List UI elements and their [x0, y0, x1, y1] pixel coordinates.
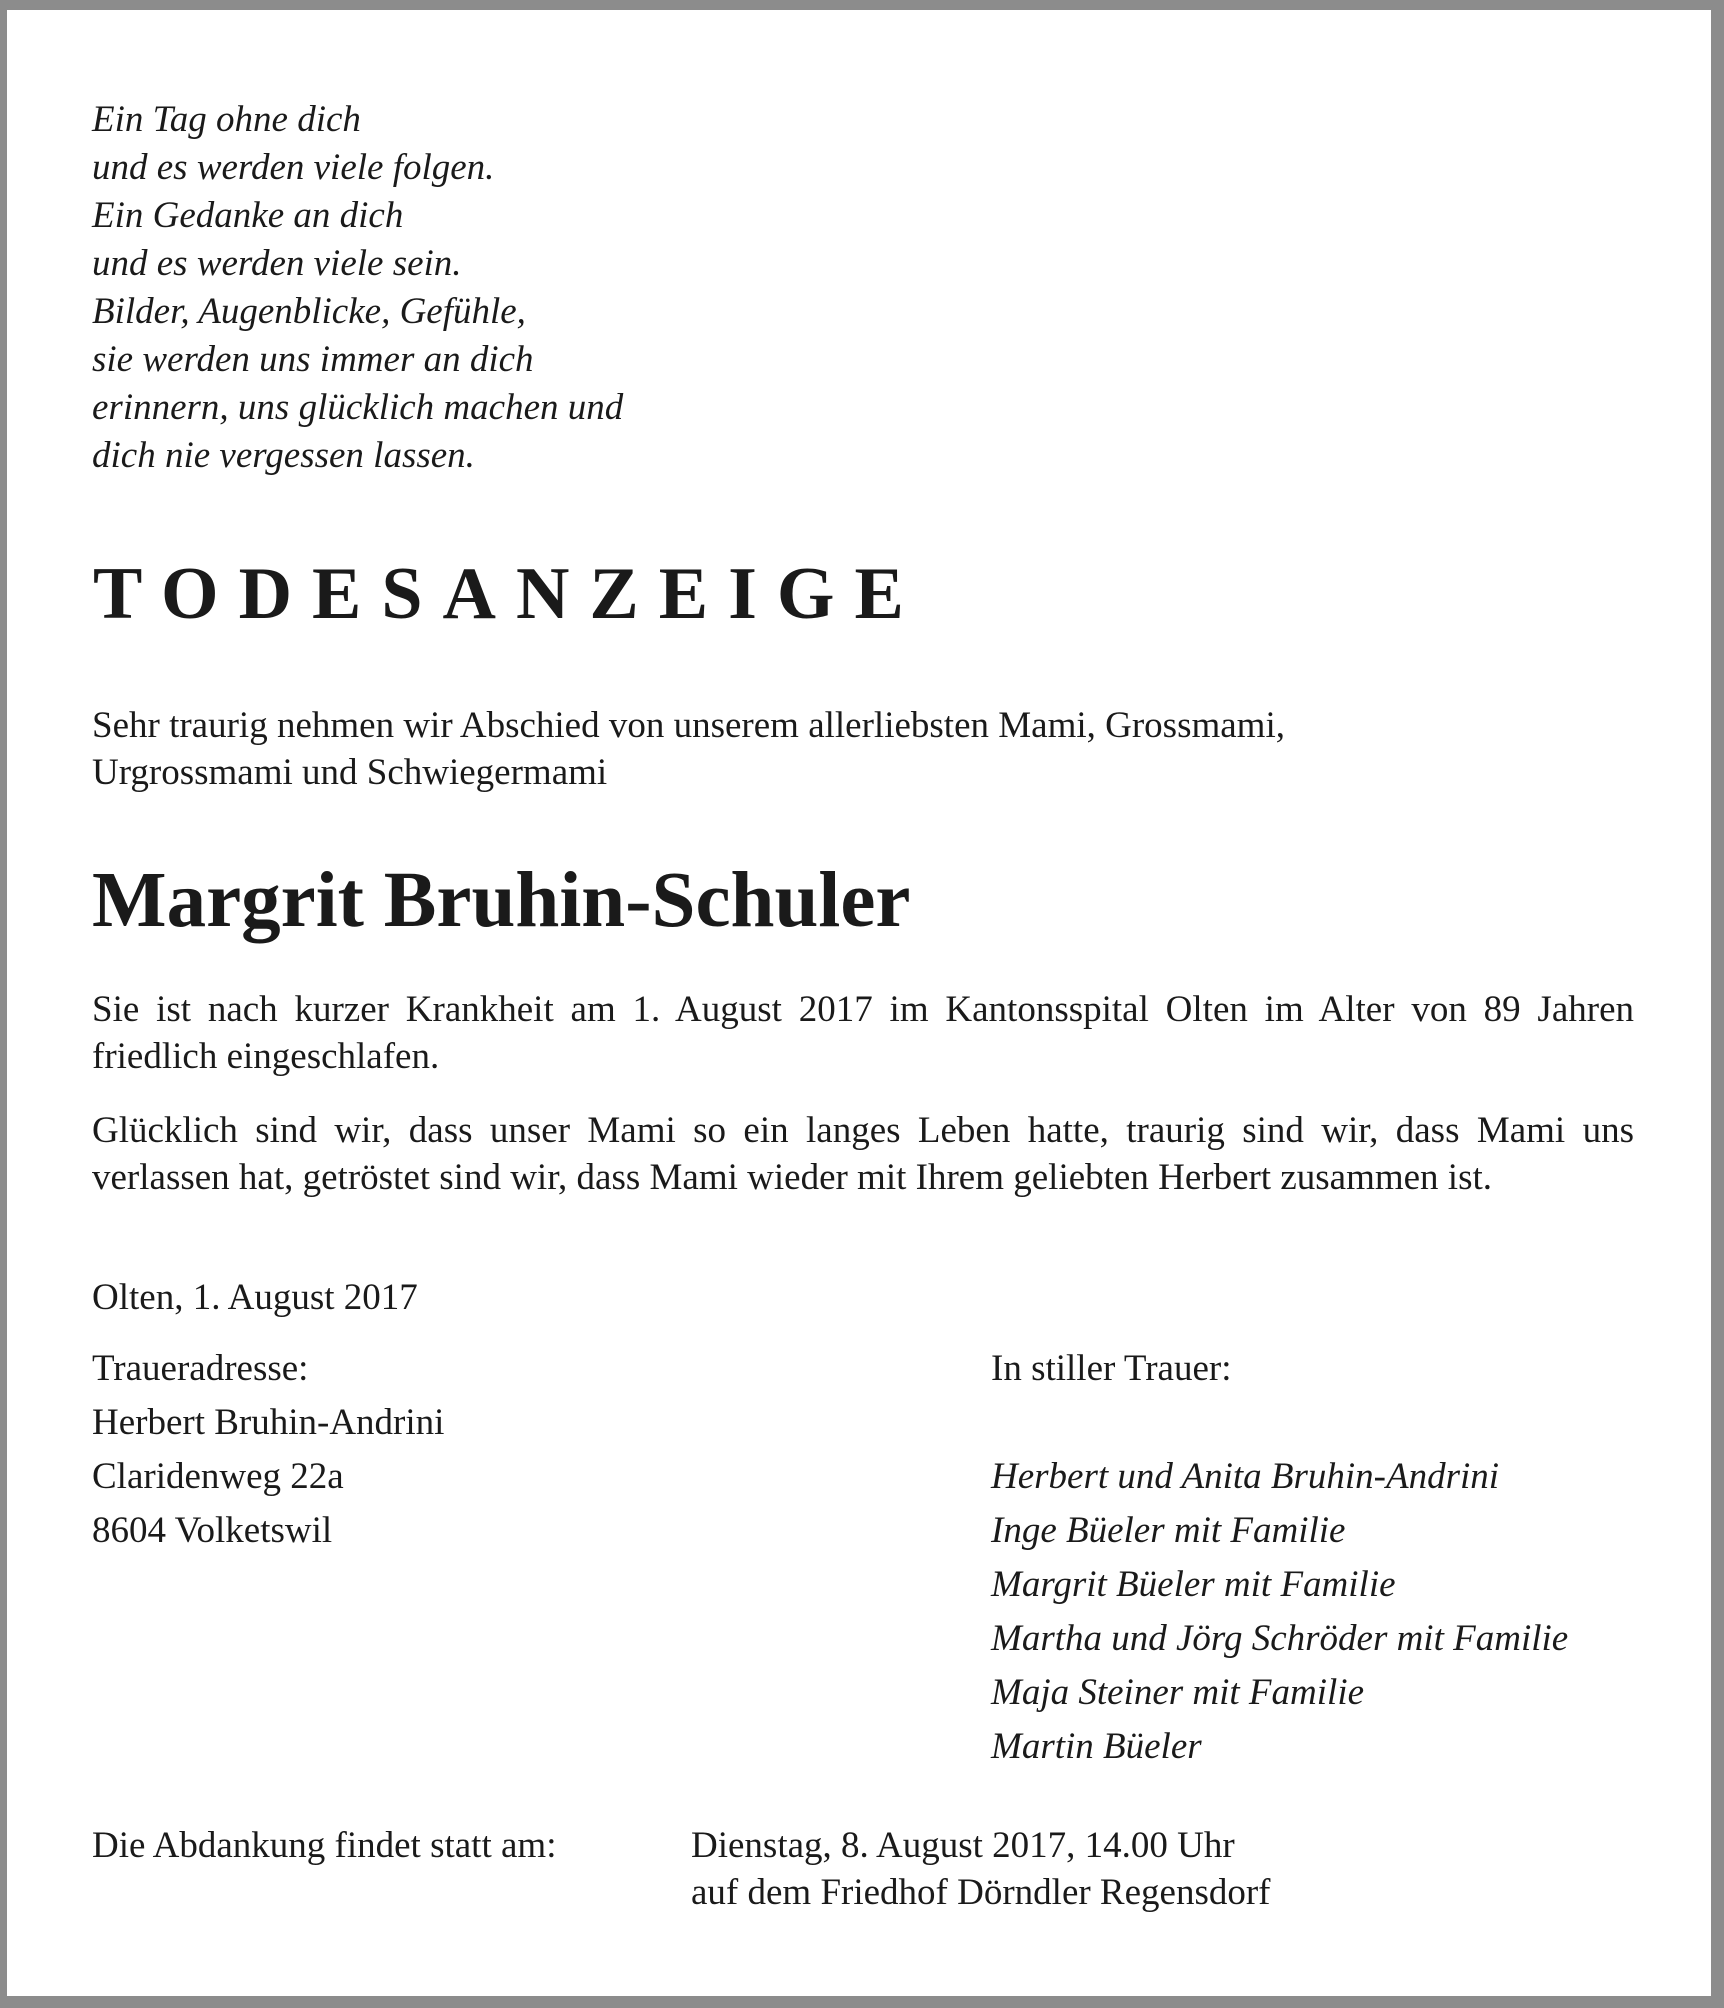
notice-heading: TODESANZEIGE [93, 553, 924, 635]
intro-line: Urgrossmami und Schwiegermami [92, 752, 608, 793]
mourner-name: Inge Büeler mit Familie [991, 1510, 1346, 1551]
poem-line: und es werden viele folgen. [92, 147, 495, 188]
deceased-name: Margrit Bruhin-Schuler [92, 857, 911, 944]
poem-line: erinnern, uns glücklich machen und [92, 387, 624, 428]
mourner-name: Margrit Büeler mit Familie [991, 1564, 1396, 1605]
mourner-name: Maja Steiner mit Familie [991, 1672, 1365, 1713]
service-line: Dienstag, 8. August 2017, 14.00 Uhr [691, 1825, 1235, 1866]
poem [92, 96, 623, 480]
poem-line: dich nie vergessen lassen. [92, 435, 475, 476]
address-line: Claridenweg 22a [92, 1456, 344, 1497]
mourning-address [92, 1342, 444, 1558]
poem-line: sie werden uns immer an dich [92, 339, 534, 380]
passing-paragraph: Sie ist nach kurzer Krankheit am 1. August 2017 im Kantonsspital Olten im Alter von 89 Jahren friedlich eingeschlafen. [92, 989, 1634, 1077]
poem-line: Ein Tag ohne dich [92, 99, 361, 140]
intro-line: Sehr traurig nehmen wir Abschied von unserem allerliebsten Mami, Grossmami, [92, 705, 1285, 746]
mourners-label: In stiller Trauer: [991, 1348, 1232, 1389]
intro-text [92, 702, 1285, 796]
address-line: 8604 Volketswil [92, 1510, 333, 1551]
poem-line: Ein Gedanke an dich [92, 195, 404, 236]
mourner-name: Martin Büeler [991, 1726, 1202, 1767]
mourners-list [991, 1450, 1568, 1774]
poem-line: Bilder, Augenblicke, Gefühle, [92, 291, 526, 332]
remembrance-paragraph: Glücklich sind wir, dass unser Mami so ein langes Leben hatte, traurig sind wir, dass Mami uns verlassen hat, getröstet sind wir, dass Mami wieder mit Ihrem geliebten Herbert zusammen ist. [92, 1110, 1634, 1198]
address-line: Herbert Bruhin-Andrini [92, 1402, 445, 1443]
mourner-name: Martha und Jörg Schröder mit Familie [991, 1618, 1569, 1659]
poem-line: und es werden viele sein. [92, 243, 462, 284]
service-label: Die Abdankung findet statt am: [92, 1825, 557, 1866]
service-line: auf dem Friedhof Dörndler Regensdorf [691, 1872, 1271, 1913]
address-label: Traueradresse: [92, 1348, 309, 1389]
mourner-name: Herbert und Anita Bruhin-Andrini [991, 1456, 1500, 1497]
place-date: Olten, 1. August 2017 [92, 1277, 418, 1318]
mourners-block [991, 1342, 1568, 1774]
service-details [691, 1822, 1271, 1916]
